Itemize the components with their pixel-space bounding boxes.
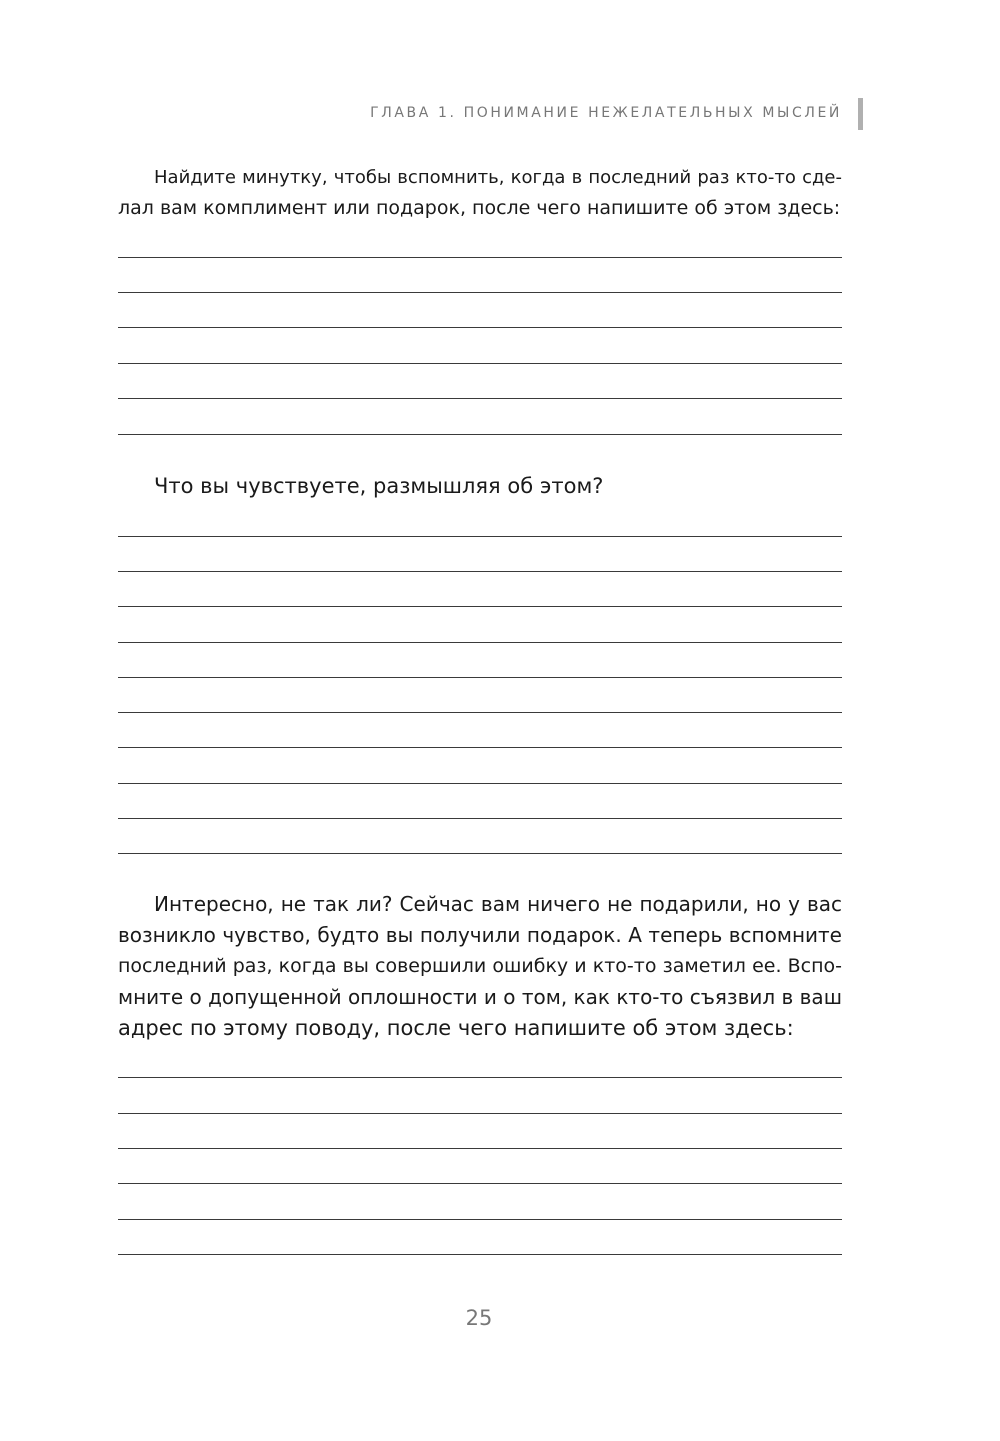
writing-line[interactable] (118, 747, 842, 748)
writing-line[interactable] (118, 257, 842, 258)
page-number: 25 (465, 1306, 493, 1330)
writing-line[interactable] (118, 818, 842, 819)
writing-line[interactable] (118, 398, 842, 399)
writing-line[interactable] (118, 783, 842, 784)
writing-line[interactable] (118, 536, 842, 537)
prompt-mistake-line-2: возникло чувство, будто вы получили подарок. А теперь вспомните (118, 923, 842, 947)
prompt-feelings (118, 471, 842, 502)
prompt-mistake (118, 889, 842, 1044)
writing-line[interactable] (118, 292, 842, 293)
prompt-compliment-line-1: Найдите минутку, чтобы вспомнить, когда в последний раз кто-то сде- (154, 167, 842, 188)
writing-line[interactable] (118, 1183, 842, 1184)
prompt-mistake-line-5: адрес по этому поводу, после чего напишите об этом здесь: (118, 1016, 794, 1040)
writing-line[interactable] (118, 1148, 842, 1149)
prompt-mistake-line-4: мните о допущенной оплошности и о том, как кто-то съязвил в ваш (118, 985, 842, 1009)
writing-line[interactable] (118, 1254, 842, 1255)
writing-line[interactable] (118, 571, 842, 572)
writing-line[interactable] (118, 853, 842, 854)
writing-line[interactable] (118, 434, 842, 435)
prompt-compliment (118, 162, 842, 224)
writing-line[interactable] (118, 712, 842, 713)
prompt-mistake-line-3: последний раз, когда вы совершили ошибку и кто-то заметил ее. Вспо- (118, 955, 842, 977)
prompt-feelings-line-1: Что вы чувствуете, размышляя об этом? (154, 474, 604, 498)
running-head-bar (858, 98, 863, 130)
writing-line[interactable] (118, 363, 842, 364)
writing-line[interactable] (118, 327, 842, 328)
prompt-compliment-line-2: лал вам комплимент или подарок, после чего напишите об этом здесь: (118, 197, 841, 219)
writing-line[interactable] (118, 642, 842, 643)
writing-line[interactable] (118, 606, 842, 607)
running-head: ГЛАВА 1. ПОНИМАНИЕ НЕЖЕЛАТЕЛЬНЫХ МЫСЛЕЙ (370, 105, 842, 121)
writing-line[interactable] (118, 1113, 842, 1114)
writing-line[interactable] (118, 1077, 842, 1078)
writing-line[interactable] (118, 1219, 842, 1220)
writing-line[interactable] (118, 677, 842, 678)
prompt-mistake-line-1: Интересно, не так ли? Сейчас вам ничего не подарили, но у вас (154, 892, 842, 916)
